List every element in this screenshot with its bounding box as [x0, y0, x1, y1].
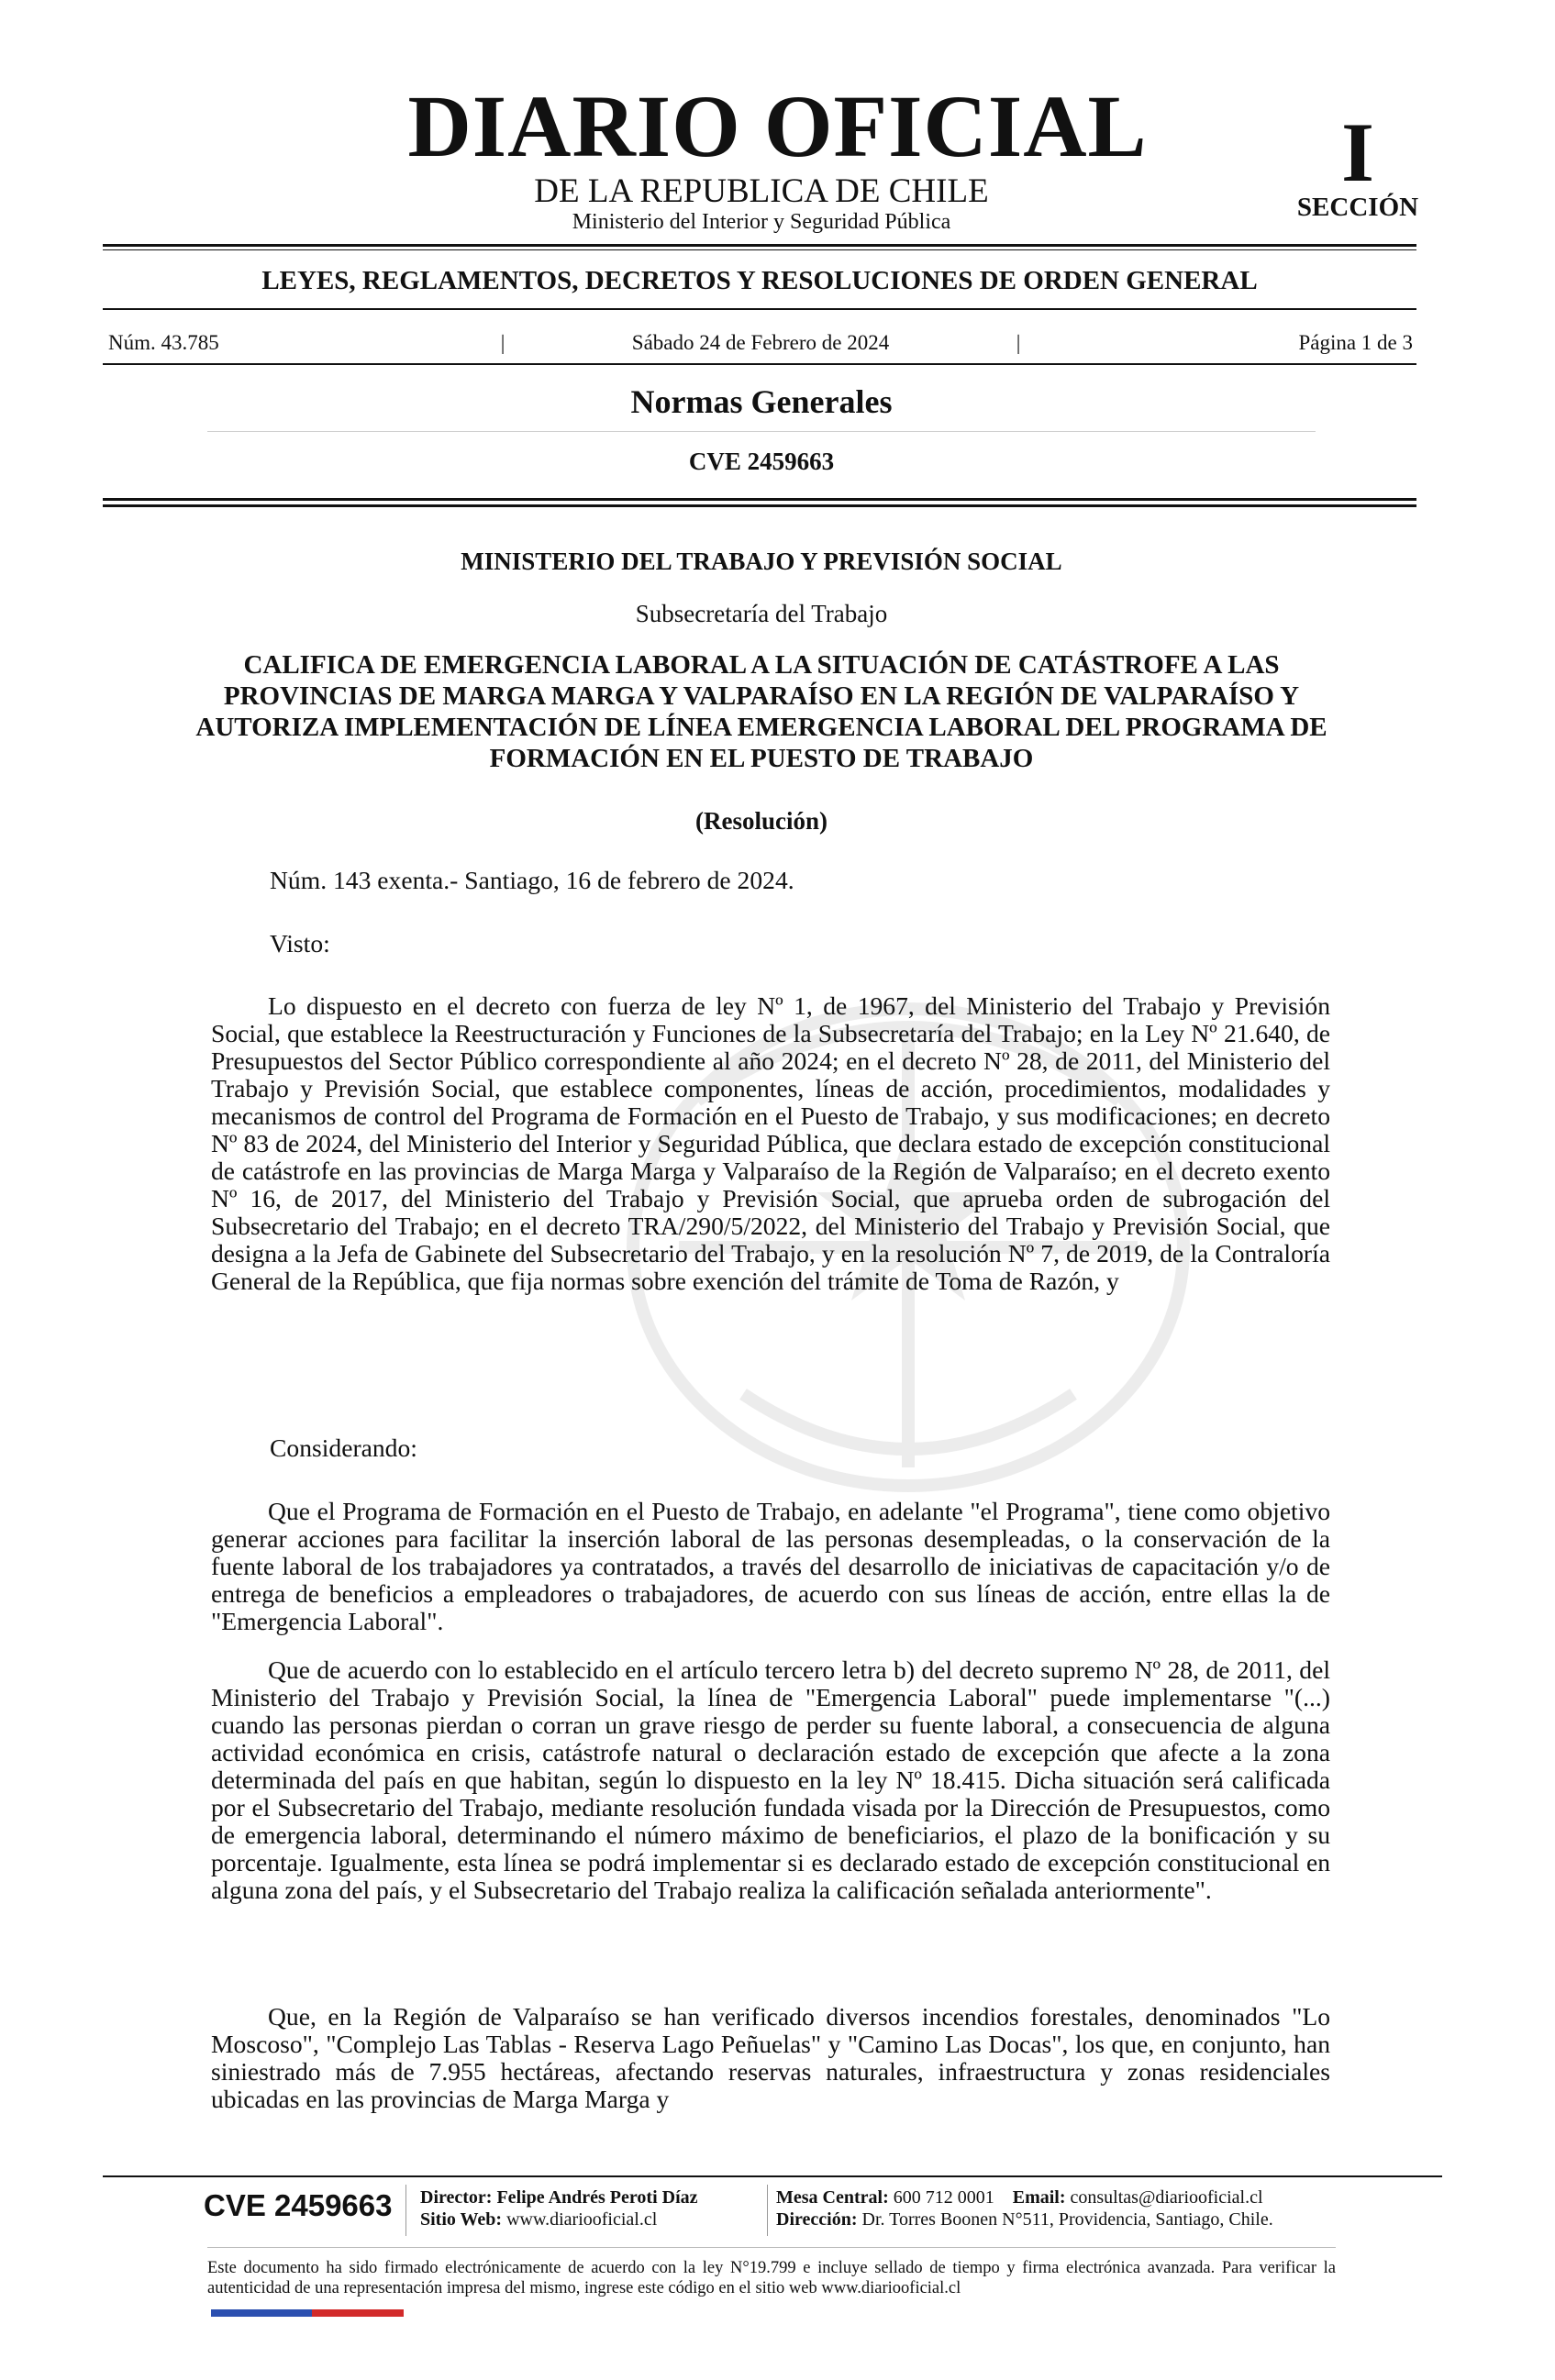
footer-divider — [767, 2185, 768, 2236]
masthead-title: DIARIO OFICIAL — [407, 77, 1148, 175]
considerando-label: Considerando: — [270, 1434, 417, 1462]
document-subsecretaria: Subsecretaría del Trabajo — [635, 600, 888, 627]
section-number: I — [1341, 105, 1374, 199]
director-label: Director: — [420, 2187, 493, 2208]
website-link[interactable]: www.diariooficial.cl — [506, 2209, 658, 2230]
footer-contact-right — [776, 2186, 1418, 2231]
visto-label: Visto: — [270, 929, 330, 958]
issue-number: Núm. 43.785 — [108, 331, 219, 354]
considerando-paragraph-3: Que, en la Región de Valparaíso se han verificado diversos incendios forestales, denominados "Lo Moscoso", "Complejo Las Tablas - Reserva Lago Peñuelas" y "Camino Las Docas", los que, en conjunto, han siniestrado más de 7.955 hectáreas, afectando reservas naturales, infraestructura y zonas residenciales ubicadas en las provincias de Marga Marga y — [211, 2002, 1330, 2113]
phone-label: Mesa Central: — [776, 2187, 889, 2208]
phone-value: 600 712 0001 — [893, 2187, 994, 2208]
category-rule — [103, 308, 1416, 310]
document-type: (Resolución) — [695, 807, 827, 835]
cve-rule-2 — [103, 504, 1416, 507]
footer-note-rule — [207, 2247, 1336, 2248]
category-heading: LEYES, REGLAMENTOS, DECRETOS Y RESOLUCIONES DE ORDEN GENERAL — [261, 266, 1258, 295]
masthead-subtitle: DE LA REPUBLICA DE CHILE — [534, 172, 989, 210]
issue-separator: | — [500, 331, 505, 354]
cve-code: CVE 2459663 — [688, 448, 835, 475]
director-name: Felipe Andrés Peroti Díaz — [496, 2187, 698, 2208]
issue-rule — [103, 363, 1416, 365]
section-heading-divider — [207, 431, 1316, 432]
issue-separator: | — [1016, 331, 1021, 354]
masthead-rule-top — [103, 244, 1416, 247]
issue-info-row — [108, 330, 1413, 356]
visto-paragraph: Lo dispuesto en el decreto con fuerza de ley Nº 1, de 1967, del Ministerio del Trabajo y Previsión Social, que establece la Reestructuración y Funciones de la Subsecretaría del Trabajo; en la Ley Nº 21.640, de Presupuestos del Sector Público correspondiente al año 2024; en el decreto Nº 28, de 2011, del Ministerio del Trabajo y Previsión Social, que establece componentes, líneas de acción, procedimientos, modalidades y mecanismos de control del Programa de Formación en el Puesto de Trabajo, y sus modificaciones; en decreto Nº 83 de 2024, del Ministerio del Interior y Seguridad Pública, que declara estado de excepción constitucional de catástrofe en las provincias de Marga Marga y Valparaíso de la Región de Valparaíso; en el decreto exento Nº 16, de 2017, del Ministerio del Trabajo y Previsión Social, que aprueba orden de subrogación del Subsecretario del Trabajo; en el decreto TRA/290/5/2022, del Ministerio del Trabajo y Previsión Social, que designa a la Jefa de Gabinete del Subsecretario del Trabajo, y en la resolución Nº 7, de 2019, de la Contraloría General de la República, que fija normas sobre exención del trámite de Toma de Razón, y — [211, 991, 1330, 1295]
section-label: SECCIÓN — [1296, 193, 1419, 222]
address-value: Dr. Torres Boonen N°511, Providencia, Santiago, Chile. — [861, 2209, 1273, 2230]
flag-stripe-red — [312, 2309, 404, 2317]
issue-date: Sábado 24 de Febrero de 2024 — [631, 331, 890, 354]
considerando-paragraph-2: Que de acuerdo con lo establecido en el artículo tercero letra b) del decreto supremo Nº 28, de 2011, del Ministerio del Trabajo y Previsión Social, la línea de "Emergencia Laboral" puede implementarse "(...) cuando las personas pierdan o corran un grave riesgo de perder su fuente laboral, a consecuencia de alguna actividad económica en crisis, catástrofe natural o declaración estado de excepción que afecte a la zona determinada del país en que habitan, según lo dispuesto en la ley Nº 18.415. Dicha situación será calificada por el Subsecretario del Trabajo, mediante resolución fundada visada por la Dirección de Presupuestos, como de emergencia laboral, determinando el número máximo de beneficiarios, el plazo de la bonificación y su porcentaje. Igualmente, esta línea se podrá implementar si es declarado estado de excepción constitucional en alguna zona del país, y el Subsecretario del Trabajo realiza la calificación señalada anteriormente". — [211, 1655, 1330, 1904]
footer-legal-note: Este documento ha sido firmado electrónicamente de acuerdo con la ley N°19.799 e incluye sellado de tiempo y firma electrónica avanzada. Para verificar la autenticidad de una representación impresa del mismo, ingrese este código en el sitio web www.diariooficial.cl — [207, 2259, 1336, 2297]
footer-cve-code: CVE 2459663 — [204, 2188, 393, 2222]
footer-contact-left — [420, 2186, 769, 2231]
footer-divider — [405, 2185, 406, 2236]
masthead-rule-thin — [103, 249, 1416, 250]
address-label: Dirección: — [776, 2209, 858, 2230]
section-heading: Normas Generales — [630, 383, 893, 420]
footer-rule — [103, 2175, 1442, 2177]
website-label: Sitio Web: — [420, 2209, 503, 2230]
email-link[interactable]: consultas@diariooficial.cl — [1070, 2187, 1263, 2208]
resolution-number: Núm. 143 exenta.- Santiago, 16 de febrero de 2024. — [270, 866, 794, 894]
cve-rule-1 — [103, 498, 1416, 501]
email-label: Email: — [1012, 2187, 1066, 2208]
issue-page: Página 1 de 3 — [1298, 331, 1413, 354]
considerando-paragraph-1: Que el Programa de Formación en el Puesto de Trabajo, en adelante "el Programa", tiene como objetivo generar acciones para facilitar la inserción laboral de las personas desempleadas, o la conservación de la fuente laboral de los trabajadores ya contratados, a través del desarrollo de iniciativas de capacitación y/o de entrega de beneficios a empleadores o trabajadores, de acuerdo con sus líneas de acción, entre ellas la de "Emergencia Laboral". — [211, 1497, 1330, 1635]
masthead-ministry: Ministerio del Interior y Seguridad Pública — [572, 210, 951, 234]
document-title: CALIFICA DE EMERGENCIA LABORAL A LA SITUACIÓN DE CATÁSTROFE A LAS PROVINCIAS DE MARGA MARGA Y VALPARAÍSO EN LA REGIÓN DE VALPARAÍSO Y AUTORIZA IMPLEMENTACIÓN DE LÍNEA EMERGENCIA LABORAL DEL PROGRAMA DE FORMACIÓN EN EL PUESTO DE TRABAJO — [195, 650, 1327, 773]
flag-stripe-blue — [211, 2309, 312, 2317]
document-ministry: MINISTERIO DEL TRABAJO Y PREVISIÓN SOCIAL — [461, 548, 1062, 575]
